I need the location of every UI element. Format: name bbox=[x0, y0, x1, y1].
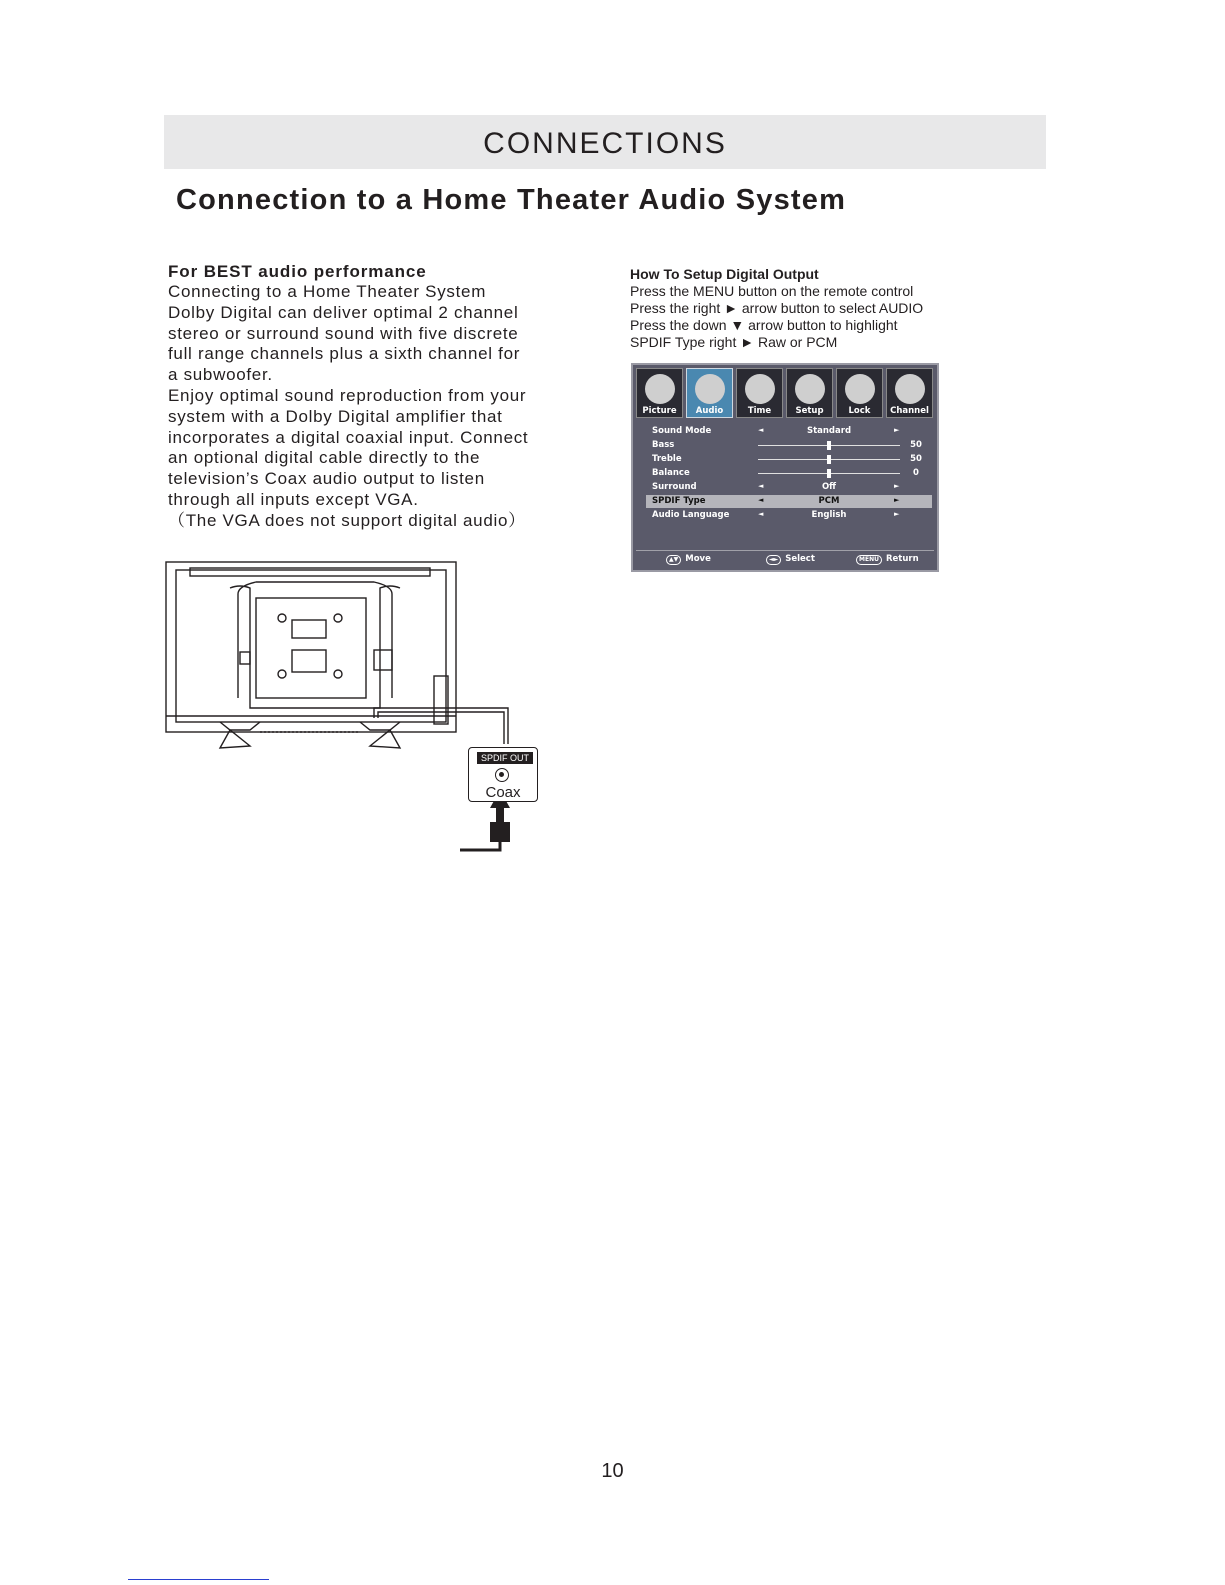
left-text-line: through all inputs except VGA. bbox=[168, 489, 419, 509]
osd-row-label: Surround bbox=[652, 482, 697, 492]
osd-settings-list bbox=[636, 421, 934, 547]
coax-jack-icon bbox=[495, 768, 509, 782]
osd-tab-bar bbox=[636, 368, 936, 420]
osd-row-label: Treble bbox=[652, 454, 682, 464]
setup-step: Press the down ▼ arrow button to highlight bbox=[630, 317, 898, 333]
osd-row-label: SPDIF Type bbox=[652, 496, 706, 506]
osd-row-treble[interactable] bbox=[646, 453, 932, 466]
osd-row-value: Off bbox=[821, 482, 837, 492]
left-right-icon: ◄► bbox=[766, 555, 781, 565]
left-arrow-icon[interactable]: ◄ bbox=[758, 496, 764, 504]
left-arrow-icon[interactable]: ◄ bbox=[758, 482, 764, 490]
select-label: Select bbox=[785, 554, 815, 564]
osd-tab-label: Lock bbox=[848, 406, 871, 416]
move-label: Move bbox=[685, 554, 711, 564]
osd-tab-label: Picture bbox=[642, 406, 677, 416]
osd-row-label: Bass bbox=[652, 440, 675, 450]
left-text-line: incorporates a digital coaxial input. Connect bbox=[168, 427, 529, 447]
setup-instructions bbox=[630, 266, 970, 351]
music-note-icon bbox=[695, 374, 725, 404]
left-arrow-icon[interactable]: ◄ bbox=[758, 510, 764, 518]
setup-heading: How To Setup Digital Output bbox=[630, 266, 819, 282]
osd-tab-label: Audio bbox=[695, 406, 724, 416]
osd-row-balance[interactable] bbox=[646, 467, 932, 480]
osd-row-spdif-type[interactable] bbox=[646, 495, 932, 508]
right-arrow-icon[interactable]: ► bbox=[894, 496, 900, 504]
slider-value: 50 bbox=[910, 454, 922, 464]
slider-value: 50 bbox=[910, 440, 922, 450]
left-text-line: Enjoy optimal sound reproduction from your bbox=[168, 385, 527, 405]
spdif-out-port bbox=[468, 747, 538, 802]
left-text-line: system with a Dolby Digital amplifier that bbox=[168, 406, 503, 426]
osd-tab-picture[interactable] bbox=[636, 368, 683, 418]
left-text-line: （The VGA does not support digital audio） bbox=[168, 510, 526, 530]
coax-label: Coax bbox=[485, 784, 521, 801]
left-text-line: Connecting to a Home Theater System bbox=[168, 282, 487, 301]
tv-frame bbox=[166, 562, 456, 732]
clock-icon bbox=[745, 374, 775, 404]
left-arrow-icon[interactable]: ◄ bbox=[758, 426, 764, 434]
right-arrow-icon[interactable]: ► bbox=[894, 510, 900, 518]
left-heading: For BEST audio performance bbox=[168, 262, 427, 281]
spdif-out-label: SPDIF OUT bbox=[477, 752, 533, 764]
slider-thumb[interactable] bbox=[827, 469, 831, 478]
banner-title: CONNECTIONS bbox=[483, 127, 727, 160]
osd-tab-label: Setup bbox=[795, 406, 824, 416]
osd-footer bbox=[636, 550, 934, 567]
select-hint bbox=[766, 554, 815, 565]
right-arrow-icon[interactable]: ► bbox=[894, 482, 900, 490]
up-down-icon: ▲▼ bbox=[666, 555, 681, 565]
osd-row-surround[interactable] bbox=[646, 481, 932, 494]
menu-key-icon: MENU bbox=[856, 555, 882, 565]
wrench-icon bbox=[795, 374, 825, 404]
osd-row-label: Balance bbox=[652, 468, 690, 478]
osd-row-audio-language[interactable] bbox=[646, 509, 932, 522]
slider-thumb[interactable] bbox=[827, 441, 831, 450]
tv-rear-diagram bbox=[160, 558, 560, 868]
section-banner bbox=[164, 115, 1046, 169]
left-text-line: stereo or surround sound with five discrete bbox=[168, 323, 519, 343]
padlock-icon bbox=[845, 374, 875, 404]
osd-tab-audio[interactable] bbox=[686, 368, 733, 418]
left-text-column bbox=[168, 261, 588, 532]
osd-tab-label: Time bbox=[747, 406, 772, 416]
osd-row-label: Audio Language bbox=[652, 510, 730, 520]
osd-row-value: PCM bbox=[818, 496, 840, 506]
left-text-line: a subwoofer. bbox=[168, 365, 273, 385]
osd-audio-menu bbox=[631, 363, 939, 572]
monitor-icon bbox=[895, 374, 925, 404]
setup-step: SPDIF Type right ► Raw or PCM bbox=[630, 334, 838, 350]
osd-row-value: Standard bbox=[806, 426, 852, 436]
camera-icon bbox=[645, 374, 675, 404]
move-hint bbox=[666, 554, 711, 565]
return-label: Return bbox=[885, 554, 919, 564]
osd-tab-channel[interactable] bbox=[886, 368, 933, 418]
osd-row-value: English bbox=[811, 510, 847, 520]
left-text-line: an optional digital cable directly to the bbox=[168, 448, 481, 468]
footer-rule bbox=[128, 1579, 269, 1580]
slider-thumb[interactable] bbox=[827, 455, 831, 464]
osd-tab-time[interactable] bbox=[736, 368, 783, 418]
return-hint bbox=[856, 554, 919, 565]
osd-tab-setup[interactable] bbox=[786, 368, 833, 418]
osd-row-bass[interactable] bbox=[646, 439, 932, 452]
osd-row-sound-mode[interactable] bbox=[646, 425, 932, 438]
slider-value: 0 bbox=[913, 468, 919, 478]
left-text-line: Dolby Digital can deliver optimal 2 channel bbox=[168, 302, 519, 322]
right-arrow-icon[interactable]: ► bbox=[894, 426, 900, 434]
section-title: Connection to a Home Theater Audio System bbox=[176, 184, 847, 216]
osd-tab-lock[interactable] bbox=[836, 368, 883, 418]
setup-step: Press the right ► arrow button to select AUDIO bbox=[630, 300, 924, 316]
osd-row-label: Sound Mode bbox=[652, 426, 712, 436]
left-text-line: television’s Coax audio output to listen bbox=[168, 469, 485, 489]
left-text-line: full range channels plus a sixth channel for bbox=[168, 344, 521, 364]
page-number: 10 bbox=[601, 1460, 624, 1482]
osd-tab-label: Channel bbox=[890, 406, 929, 416]
setup-step: Press the MENU button on the remote control bbox=[630, 283, 914, 299]
